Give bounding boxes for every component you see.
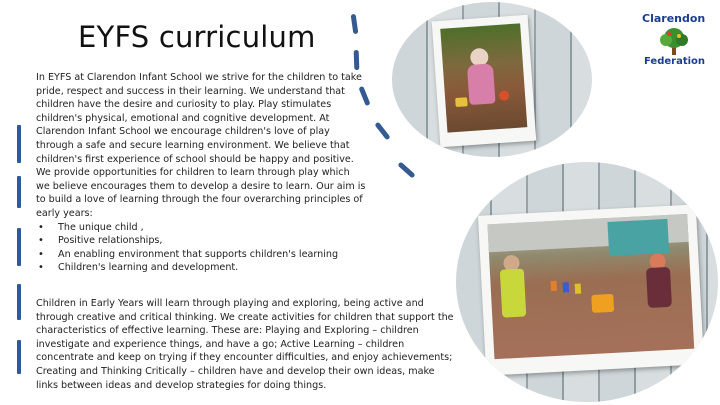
principle-item: • Positive relationships, [36,234,366,248]
bottom-photo [478,204,704,375]
logo-top-text: Clarendon [642,12,706,25]
principle-item: • The unique child , [36,221,366,235]
top-photo-frame [392,2,592,157]
accent-bar [17,284,21,320]
dashed-curve-segment [397,161,415,178]
principle-item: • Children's learning and development. [36,261,366,275]
dashed-curve-segment [374,122,390,141]
dashed-curve-segment [351,14,359,35]
clarendon-federation-logo [638,10,714,70]
intro-section [36,71,366,275]
principles-list [36,221,366,275]
principle-item: • An enabling environment that supports children's learning [36,248,366,262]
dashed-curve-segment [354,50,360,70]
accent-bar [17,125,21,163]
playground-scene [487,214,694,359]
accent-bar [17,176,21,208]
page-title: EYFS curriculum [78,20,316,54]
accent-bar [17,228,21,266]
top-photo [432,15,537,147]
accent-bar [17,340,21,374]
sandpit-scene [440,23,527,132]
bottom-photo-frame [456,162,718,402]
intro-paragraph: In EYFS at Clarendon Infant School we strive for the children to take pride, respect and success in their learning. We understand that children have the desire and curiosity to play. Play stimulates children's physical, emotional and cognitive development. At Clarendon Infant School we encourage children's love of play through a safe and secure learning environment. We believe that children's first experience of school should be happy and positive. We provide opportunities for children to learn through play which we believe encourages them to develop a desire to learn. Our aim is to build a love of learning through the four overarching principles of early years: [36,72,366,219]
logo-bottom-text: Federation [644,56,706,67]
learning-paragraph: Children in Early Years will learn through playing and exploring, being active and through creative and critical thinking. We create activities for children that support the characteristics of effective learning. These are: Playing and Exploring – children investigate and experience things, and have a go; Active Learning – children concentrate and keep on trying if they encounter difficulties, and enjoy achievements; Creating and Thinking Critically – children have and develop their own ideas, make links between ideas and develop strategies for doing things. [36,298,454,391]
tree-icon [654,26,694,56]
